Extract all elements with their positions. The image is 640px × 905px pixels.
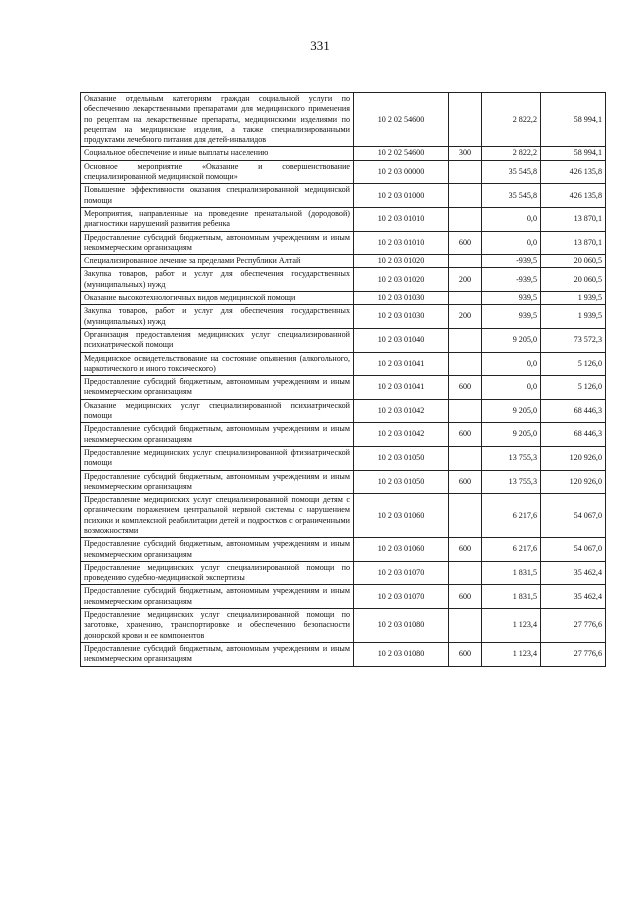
row-type-cell: 600	[449, 642, 482, 666]
table-row	[81, 268, 606, 292]
table-row	[81, 642, 606, 666]
table-row	[81, 585, 606, 609]
row-type-cell: 600	[449, 231, 482, 255]
row-name-cell: Закупка товаров, работ и услуг для обеспечения государственных (муниципальных) нужд	[81, 268, 354, 292]
row-value-2-cell: 68 446,3	[541, 399, 606, 423]
row-name-cell: Предоставление субсидий бюджетным, автономным учреждениям и иным некоммерческим организациям	[81, 376, 354, 400]
row-code-cell: 10 2 03 01070	[354, 561, 449, 585]
row-value-1-cell: 2 822,2	[482, 147, 541, 160]
row-code-cell: 10 2 03 01080	[354, 609, 449, 643]
table-row	[81, 147, 606, 160]
row-value-1-cell: 1 123,4	[482, 609, 541, 643]
row-value-2-cell: 58 994,1	[541, 147, 606, 160]
table-row	[81, 561, 606, 585]
row-name-cell: Предоставление субсидий бюджетным, автономным учреждениям и иным некоммерческим организациям	[81, 538, 354, 562]
row-name-cell: Предоставление медицинских услуг специализированной помощи детям с органическим поражением центральной нервной системы с нарушением психики и комплексной реабилитации детей и подростков с ограниченными возможностями	[81, 494, 354, 538]
row-name-cell: Оказание медицинских услуг специализированной психиатрической помощи	[81, 399, 354, 423]
row-code-cell: 10 2 02 54600	[354, 93, 449, 147]
row-code-cell: 10 2 03 01010	[354, 207, 449, 231]
row-code-cell: 10 2 02 54600	[354, 147, 449, 160]
row-type-cell	[449, 561, 482, 585]
row-code-cell: 10 2 03 01041	[354, 376, 449, 400]
row-name-cell: Предоставление медицинских услуг специализированной помощи по проведению судебно-медицинской экспертизы	[81, 561, 354, 585]
row-value-1-cell: 6 217,6	[482, 538, 541, 562]
row-value-1-cell: 35 545,8	[482, 184, 541, 208]
row-type-cell: 600	[449, 376, 482, 400]
row-code-cell: 10 2 03 01050	[354, 446, 449, 470]
row-value-2-cell: 13 870,1	[541, 231, 606, 255]
row-name-cell: Закупка товаров, работ и услуг для обеспечения государственных (муниципальных) нужд	[81, 305, 354, 329]
table-row	[81, 399, 606, 423]
row-value-2-cell: 68 446,3	[541, 423, 606, 447]
row-value-1-cell: 9 205,0	[482, 399, 541, 423]
row-type-cell	[449, 352, 482, 376]
row-value-1-cell: 939,5	[482, 292, 541, 305]
row-type-cell	[449, 93, 482, 147]
row-name-cell: Предоставление субсидий бюджетным, автономным учреждениям и иным некоммерческим организациям	[81, 470, 354, 494]
row-code-cell: 10 2 03 01042	[354, 423, 449, 447]
row-value-2-cell: 54 067,0	[541, 538, 606, 562]
row-value-1-cell: -939,5	[482, 268, 541, 292]
row-type-cell: 200	[449, 268, 482, 292]
row-name-cell: Предоставление субсидий бюджетным, автономным учреждениям и иным некоммерческим организациям	[81, 585, 354, 609]
row-type-cell	[449, 399, 482, 423]
row-code-cell: 10 2 03 01042	[354, 399, 449, 423]
row-value-2-cell: 1 939,5	[541, 292, 606, 305]
table-row	[81, 538, 606, 562]
row-code-cell: 10 2 03 01060	[354, 494, 449, 538]
table-row	[81, 292, 606, 305]
row-code-cell: 10 2 03 01050	[354, 470, 449, 494]
row-type-cell: 200	[449, 305, 482, 329]
table-row	[81, 446, 606, 470]
row-value-1-cell: 9 205,0	[482, 423, 541, 447]
row-code-cell: 10 2 03 01010	[354, 231, 449, 255]
row-value-1-cell: 0,0	[482, 231, 541, 255]
row-code-cell: 10 2 03 01060	[354, 538, 449, 562]
table-row	[81, 494, 606, 538]
row-value-1-cell: 1 123,4	[482, 642, 541, 666]
row-value-1-cell: 13 755,3	[482, 446, 541, 470]
row-name-cell: Оказание высокотехнологичных видов медицинской помощи	[81, 292, 354, 305]
row-value-2-cell: 426 135,8	[541, 184, 606, 208]
row-value-2-cell: 426 135,8	[541, 160, 606, 184]
row-value-2-cell: 58 994,1	[541, 93, 606, 147]
row-type-cell	[449, 160, 482, 184]
table-body	[81, 93, 606, 667]
row-name-cell: Мероприятия, направленные на проведение пренатальной (дородовой) диагностики нарушений развития ребенка	[81, 207, 354, 231]
row-name-cell: Организация предоставления медицинских услуг специализированной психиатрической помощи	[81, 328, 354, 352]
row-value-1-cell: 35 545,8	[482, 160, 541, 184]
table-row	[81, 255, 606, 268]
row-type-cell: 600	[449, 470, 482, 494]
row-value-1-cell: 6 217,6	[482, 494, 541, 538]
table-row	[81, 423, 606, 447]
row-type-cell	[449, 328, 482, 352]
row-value-2-cell: 20 060,5	[541, 255, 606, 268]
row-name-cell: Предоставление субсидий бюджетным, автономным учреждениям и иным некоммерческим организациям	[81, 231, 354, 255]
row-type-cell	[449, 494, 482, 538]
budget-table	[80, 92, 606, 667]
row-value-1-cell: 2 822,2	[482, 93, 541, 147]
row-type-cell	[449, 446, 482, 470]
row-value-2-cell: 27 776,6	[541, 642, 606, 666]
row-code-cell: 10 2 03 01040	[354, 328, 449, 352]
row-code-cell: 10 2 03 01030	[354, 305, 449, 329]
row-type-cell	[449, 184, 482, 208]
row-value-1-cell: 939,5	[482, 305, 541, 329]
row-value-2-cell: 5 126,0	[541, 352, 606, 376]
row-value-2-cell: 73 572,3	[541, 328, 606, 352]
row-code-cell: 10 2 03 01020	[354, 255, 449, 268]
row-type-cell: 600	[449, 538, 482, 562]
row-value-1-cell: -939,5	[482, 255, 541, 268]
row-type-cell	[449, 207, 482, 231]
row-name-cell: Предоставление медицинских услуг специализированной помощи по заготовке, хранению, транспортировке и обеспечению безопасности донорской крови и ее компонентов	[81, 609, 354, 643]
row-type-cell	[449, 609, 482, 643]
row-type-cell: 300	[449, 147, 482, 160]
table-row	[81, 231, 606, 255]
row-code-cell: 10 2 03 01041	[354, 352, 449, 376]
row-name-cell: Предоставление медицинских услуг специализированной фтизиатрической помощи	[81, 446, 354, 470]
row-value-1-cell: 1 831,5	[482, 561, 541, 585]
row-value-1-cell: 0,0	[482, 207, 541, 231]
row-code-cell: 10 2 03 00000	[354, 160, 449, 184]
row-name-cell: Медицинское освидетельствование на состояние опьянения (алкогольного, наркотического и иного токсического)	[81, 352, 354, 376]
row-value-2-cell: 1 939,5	[541, 305, 606, 329]
row-name-cell: Предоставление субсидий бюджетным, автономным учреждениям и иным некоммерческим организациям	[81, 642, 354, 666]
row-code-cell: 10 2 03 01030	[354, 292, 449, 305]
row-name-cell: Оказание отдельным категориям граждан социальной услуги по обеспечению лекарственными препаратами для медицинского применения по рецептам на лекарственные препараты, медицинскими изделиями по рецептам на медицинские изделия, а также специализированными продуктами лечебного питания для детей-инвалидов	[81, 93, 354, 147]
row-code-cell: 10 2 03 01080	[354, 642, 449, 666]
row-type-cell	[449, 255, 482, 268]
row-value-1-cell: 13 755,3	[482, 470, 541, 494]
row-value-1-cell: 0,0	[482, 376, 541, 400]
row-type-cell: 600	[449, 585, 482, 609]
row-name-cell: Социальное обеспечение и иные выплаты населению	[81, 147, 354, 160]
table-row	[81, 470, 606, 494]
table-row	[81, 352, 606, 376]
row-value-2-cell: 13 870,1	[541, 207, 606, 231]
table-row	[81, 328, 606, 352]
row-type-cell: 600	[449, 423, 482, 447]
table-row	[81, 609, 606, 643]
table-row	[81, 207, 606, 231]
table-row	[81, 376, 606, 400]
row-value-1-cell: 9 205,0	[482, 328, 541, 352]
row-value-2-cell: 120 926,0	[541, 446, 606, 470]
row-value-2-cell: 35 462,4	[541, 561, 606, 585]
row-name-cell: Специализированное лечение за пределами Республики Алтай	[81, 255, 354, 268]
row-name-cell: Предоставление субсидий бюджетным, автономным учреждениям и иным некоммерческим организациям	[81, 423, 354, 447]
row-name-cell: Повышение эффективности оказания специализированной медицинской помощи	[81, 184, 354, 208]
row-value-2-cell: 5 126,0	[541, 376, 606, 400]
row-code-cell: 10 2 03 01020	[354, 268, 449, 292]
row-value-2-cell: 54 067,0	[541, 494, 606, 538]
table-row	[81, 305, 606, 329]
row-value-1-cell: 0,0	[482, 352, 541, 376]
row-value-1-cell: 1 831,5	[482, 585, 541, 609]
row-code-cell: 10 2 03 01070	[354, 585, 449, 609]
row-code-cell: 10 2 03 01000	[354, 184, 449, 208]
table-row	[81, 93, 606, 147]
page-number: 331	[310, 38, 330, 53]
row-value-2-cell: 20 060,5	[541, 268, 606, 292]
row-value-2-cell: 27 776,6	[541, 609, 606, 643]
row-value-2-cell: 35 462,4	[541, 585, 606, 609]
row-name-cell: Основное мероприятие «Оказание и совершенствование специализированной медицинской помощи»	[81, 160, 354, 184]
table-row	[81, 184, 606, 208]
table-row	[81, 160, 606, 184]
row-type-cell	[449, 292, 482, 305]
row-value-2-cell: 120 926,0	[541, 470, 606, 494]
